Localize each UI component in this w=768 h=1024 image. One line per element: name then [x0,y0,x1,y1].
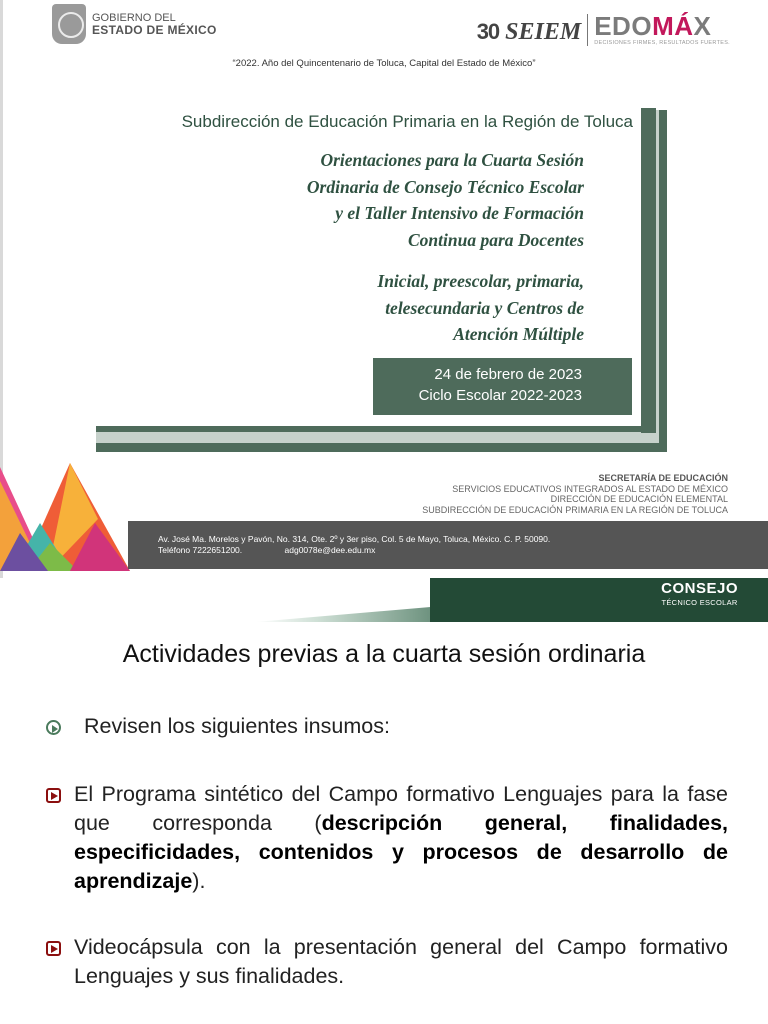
level-line: Inicial, preescolar, primaria, [377,271,584,291]
list-item [46,933,728,991]
state-seal-icon [52,4,86,44]
consejo-subtitle: TÉCNICO ESCOLAR [661,598,738,607]
list-item-text: Videocápsula con la presentación general del Campo formativo Lenguajes y sus finalidades. [74,935,728,988]
orientation-title [307,147,584,253]
level-line: Atención Múltiple [453,324,584,344]
edomex-tagline: DECISIONES FIRMES, RESULTADOS FUERTES. [594,40,730,46]
edomex-accent: MÁ [652,11,694,41]
education-levels [377,268,584,348]
item2-suffix: ). [192,869,206,893]
gov-logo-line1: GOBIERNO DEL [92,12,176,24]
edomex-logo [594,11,730,46]
play-bullet-icon [46,788,61,803]
list-item-text [74,780,728,896]
edomex-prefix: EDO [594,11,653,41]
list-item [46,780,728,896]
session-date: 24 de febrero de 2023 [434,366,582,383]
secretaria-block [422,473,728,515]
email: adg0078e@dee.edu.mx [284,545,376,555]
school-cycle: Ciclo Escolar 2022-2023 [418,387,582,404]
edomex-suffix: X [693,11,712,41]
decorative-triangles-icon [0,463,135,571]
consejo-logo [661,582,738,610]
play-bullet-icon [46,941,61,956]
item2-bold: descripción general, finalidades, especificidades, contenidos y procesos de desarrollo de aprendizaje [74,811,729,893]
seiem-number: 30 [476,19,500,44]
phone: Teléfono 7222651200. [158,545,243,555]
gobierno-logo [52,4,217,44]
address-block [158,534,550,556]
secretaria-line4: SUBDIRECCIÓN DE EDUCACIÓN PRIMARIA EN LA REGIÓN DE TOLUCA [422,504,728,515]
orientation-line: y el Taller Intensivo de Formación [335,203,584,223]
level-line: telesecundaria y Centros de [385,297,584,318]
seiem-name: SEIEM [505,19,582,45]
secretaria-line2: SERVICIOS EDUCATIVOS INTEGRADOS AL ESTADO DE MÉXICO [452,483,728,494]
play-bullet-icon [46,720,61,735]
address-line: Av. José Ma. Morelos y Pavón, No. 314, Ote. 2º y 3er piso, Col. 5 de Mayo, Toluca, México. C. P. 50090. [158,534,551,544]
card-right-bar [641,108,656,433]
consejo-title: CONSEJO [661,580,738,597]
secretaria-line3: DIRECCIÓN DE EDUCACIÓN ELEMENTAL [550,494,728,504]
orientation-line: Continua para Docentes [408,229,584,250]
institution-logos [476,11,730,46]
orientation-line: Orientaciones para la Cuarta Sesión [320,150,584,170]
list-item [46,712,728,741]
orientation-line: Ordinaria de Consejo Técnico Escolar [306,176,584,197]
date-box [373,358,632,415]
card-subtitle: Subdirección de Educación Primaria en la Región de Toluca [181,112,633,131]
secretaria-line1: SECRETARÍA DE EDUCACIÓN [598,473,728,483]
year-motto: “2022. Año del Quincentenario de Toluca, Capital del Estado de México” [232,58,536,69]
seiem-logo [477,18,582,46]
section-heading: Actividades previas a la cuarta sesión ordinaria [122,640,646,668]
list-item-text: Revisen los siguientes insumos: [84,714,390,738]
card-bottom-bar [96,426,648,432]
gov-logo-line2: ESTADO DE MÉXICO [92,23,217,37]
item2-prefix: El Programa sintético del Campo formativo Lenguajes para la fase que corresponda ( [74,782,728,835]
logo-separator [587,14,588,46]
